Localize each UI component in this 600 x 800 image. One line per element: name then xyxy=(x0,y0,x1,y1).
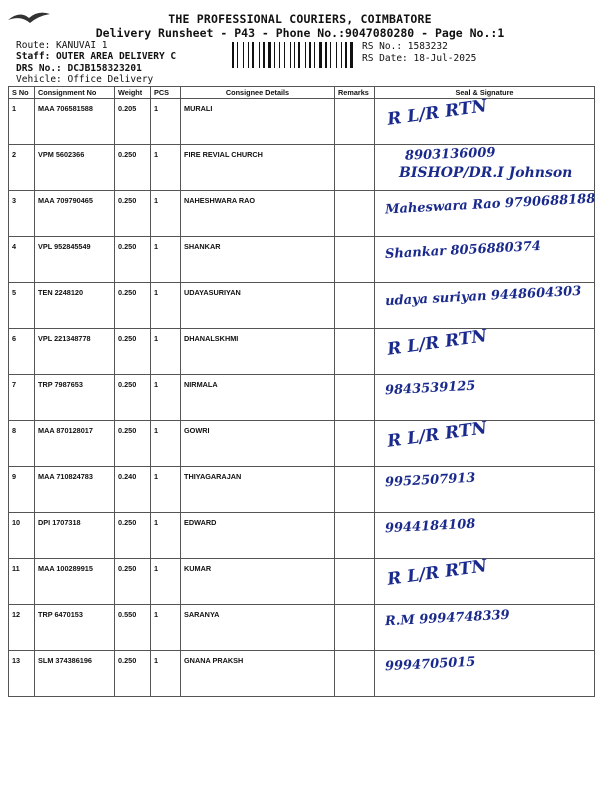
handwritten-signature: udaya suriyan 9448604303 xyxy=(384,283,582,310)
row-consignment: VPL 952845549 xyxy=(35,237,115,283)
row-remarks xyxy=(335,145,375,191)
row-signature xyxy=(375,191,595,237)
row-pcs: 1 xyxy=(151,191,181,237)
barcode-bar xyxy=(243,42,244,68)
vehicle-label: Vehicle: Office Delivery xyxy=(16,74,154,85)
rs-date: RS Date: 18-Jul-2025 xyxy=(362,53,477,64)
row-weight: 0.205 xyxy=(115,99,151,145)
drs-number: DRS No.: DCJB158323201 xyxy=(16,63,142,74)
barcode xyxy=(232,42,356,68)
row-remarks xyxy=(335,375,375,421)
row-sno: 3 xyxy=(9,191,35,237)
row-consignee: DHANALSKHMI xyxy=(181,329,335,375)
row-weight: 0.250 xyxy=(115,145,151,191)
col-sno: S No xyxy=(9,87,35,99)
row-weight: 0.550 xyxy=(115,605,151,651)
row-sno: 6 xyxy=(9,329,35,375)
barcode-bar xyxy=(245,42,247,68)
row-pcs: 1 xyxy=(151,145,181,191)
barcode-bar xyxy=(279,42,280,68)
row-sno: 11 xyxy=(9,559,35,605)
barcode-bar xyxy=(328,42,329,68)
barcode-bar xyxy=(316,42,318,68)
row-remarks xyxy=(335,329,375,375)
row-pcs: 1 xyxy=(151,513,181,559)
barcode-bar xyxy=(284,42,285,68)
col-pcs: PCS xyxy=(151,87,181,99)
barcode-bar xyxy=(298,42,300,68)
barcode-bar xyxy=(239,42,242,68)
row-signature xyxy=(375,283,595,329)
handwritten-signature: R L/R RTN xyxy=(386,418,489,452)
row-weight: 0.250 xyxy=(115,283,151,329)
row-signature xyxy=(375,418,595,467)
barcode-bar xyxy=(296,42,297,68)
row-pcs: 1 xyxy=(151,467,181,513)
barcode-bar xyxy=(341,42,342,68)
row-pcs: 1 xyxy=(151,375,181,421)
col-remarks: Remarks xyxy=(335,87,375,99)
handwritten-signature: BISHOP/DR.I Johnson xyxy=(399,165,573,181)
table-header xyxy=(9,87,595,99)
col-weight: Weight xyxy=(115,87,151,99)
table-row xyxy=(9,283,595,329)
barcode-bar xyxy=(261,42,262,68)
barcode-bar xyxy=(248,42,249,68)
table-row xyxy=(9,651,595,697)
table-row xyxy=(9,191,595,237)
barcode-bar xyxy=(325,42,327,68)
barcode-bar xyxy=(266,42,267,68)
row-sno: 9 xyxy=(9,467,35,513)
barcode-bar xyxy=(336,42,337,68)
table-row xyxy=(9,375,595,421)
table-row xyxy=(9,99,595,145)
barcode-bar xyxy=(345,42,347,68)
barcode-bar xyxy=(272,42,273,68)
row-consignee: NIRMALA xyxy=(181,375,335,421)
barcode-bar xyxy=(305,42,306,68)
row-sno: 13 xyxy=(9,651,35,697)
row-consignment: MAA 706581588 xyxy=(35,99,115,145)
row-weight: 0.250 xyxy=(115,329,151,375)
row-consignment: DPI 1707318 xyxy=(35,513,115,559)
row-consignment: MAA 870128017 xyxy=(35,421,115,467)
barcode-bar xyxy=(252,42,254,68)
row-consignee: MURALI xyxy=(181,99,335,145)
row-pcs: 1 xyxy=(151,559,181,605)
barcode-bar xyxy=(232,42,234,68)
row-pcs: 1 xyxy=(151,99,181,145)
row-remarks xyxy=(335,651,375,697)
row-consignee: SHANKAR xyxy=(181,237,335,283)
rs-number: RS No.: 1583232 xyxy=(362,41,448,52)
row-consignee: KUMAR xyxy=(181,559,335,605)
row-signature xyxy=(375,605,595,651)
row-weight: 0.250 xyxy=(115,421,151,467)
barcode-bar xyxy=(319,42,322,68)
row-consignment: MAA 710824783 xyxy=(35,467,115,513)
row-remarks xyxy=(335,99,375,145)
row-consignment: TRP 7987653 xyxy=(35,375,115,421)
table-row xyxy=(9,467,595,513)
handwritten-signature: Shankar 8056880374 xyxy=(384,238,542,263)
row-sno: 10 xyxy=(9,513,35,559)
barcode-bar xyxy=(290,42,292,68)
row-sno: 1 xyxy=(9,99,35,145)
row-consignment: VPL 221348778 xyxy=(35,329,115,375)
barcode-bar xyxy=(343,42,344,68)
handwritten-signature: Maheswara Rao 9790688188 xyxy=(384,191,596,218)
row-sno: 5 xyxy=(9,283,35,329)
table-row xyxy=(9,605,595,651)
barcode-bar xyxy=(348,42,349,68)
table-row xyxy=(9,329,595,375)
barcode-bar xyxy=(259,42,260,68)
barcode-bar xyxy=(286,42,289,68)
row-weight: 0.250 xyxy=(115,191,151,237)
row-signature xyxy=(375,145,595,191)
handwritten-signature: 8903136009 xyxy=(404,145,496,164)
table-row xyxy=(9,513,595,559)
col-consignment: Consignment No xyxy=(35,87,115,99)
row-remarks xyxy=(335,605,375,651)
handwritten-signature: R.M 9994748339 xyxy=(384,607,511,630)
row-pcs: 1 xyxy=(151,605,181,651)
row-consignment: TEN 2248120 xyxy=(35,283,115,329)
row-consignee: SARANYA xyxy=(181,605,335,651)
row-consignee: GOWRI xyxy=(181,421,335,467)
row-consignee: NAHESHWARA RAO xyxy=(181,191,335,237)
row-signature xyxy=(375,651,595,697)
row-consignment: SLM 374386196 xyxy=(35,651,115,697)
row-consignee: EDWARD xyxy=(181,513,335,559)
row-weight: 0.250 xyxy=(115,651,151,697)
company-title: THE PROFESSIONAL COURIERS, COIMBATORE xyxy=(168,12,432,26)
row-signature xyxy=(375,375,595,421)
row-remarks xyxy=(335,559,375,605)
handwritten-signature: 9952507913 xyxy=(384,470,476,491)
row-sno: 8 xyxy=(9,421,35,467)
row-signature xyxy=(375,96,595,145)
barcode-bar xyxy=(314,42,315,68)
table-row xyxy=(9,559,595,605)
row-remarks xyxy=(335,237,375,283)
row-pcs: 1 xyxy=(151,421,181,467)
barcode-bar xyxy=(312,42,313,68)
row-weight: 0.250 xyxy=(115,375,151,421)
col-signature: Seal & Signature xyxy=(375,87,595,99)
col-consignee: Consignee Details xyxy=(181,87,335,99)
barcode-bar xyxy=(330,42,331,68)
row-signature xyxy=(375,556,595,605)
handwritten-signature: 9843539125 xyxy=(384,378,476,399)
barcode-bar xyxy=(274,42,275,68)
barcode-bar xyxy=(263,42,265,68)
barcode-bar xyxy=(309,42,311,68)
row-weight: 0.250 xyxy=(115,513,151,559)
row-consignment: MAA 709790465 xyxy=(35,191,115,237)
handwritten-signature: 9994705015 xyxy=(384,654,476,675)
barcode-bar xyxy=(281,42,283,68)
row-pcs: 1 xyxy=(151,237,181,283)
row-signature xyxy=(375,513,595,559)
row-signature xyxy=(375,467,595,513)
row-remarks xyxy=(335,191,375,237)
staff-label: Staff: OUTER AREA DELIVERY C xyxy=(16,51,177,62)
handwritten-signature: R L/R RTN xyxy=(386,326,489,360)
barcode-bar xyxy=(292,42,293,68)
row-consignee: UDAYASURIYAN xyxy=(181,283,335,329)
table-row xyxy=(9,237,595,283)
barcode-bar xyxy=(276,42,278,68)
row-sno: 7 xyxy=(9,375,35,421)
row-sno: 4 xyxy=(9,237,35,283)
barcode-bar xyxy=(338,42,340,68)
barcode-bar xyxy=(268,42,271,68)
row-remarks xyxy=(335,467,375,513)
row-pcs: 1 xyxy=(151,651,181,697)
row-weight: 0.250 xyxy=(115,237,151,283)
row-consignment: VPM 5602366 xyxy=(35,145,115,191)
row-consignment: TRP 6470153 xyxy=(35,605,115,651)
barcode-bar xyxy=(350,42,353,68)
row-consignee: FIRE REVIAL CHURCH xyxy=(181,145,335,191)
barcode-bar xyxy=(250,42,251,68)
barcode-bar xyxy=(294,42,295,68)
row-consignment: MAA 100289915 xyxy=(35,559,115,605)
row-weight: 0.250 xyxy=(115,559,151,605)
barcode-bar xyxy=(301,42,304,68)
handwritten-signature: R L/R RTN xyxy=(386,96,489,130)
barcode-bar xyxy=(235,42,236,68)
table-row xyxy=(9,421,595,467)
barcode-bar xyxy=(332,42,335,68)
row-consignee: GNANA PRAKSH xyxy=(181,651,335,697)
row-signature xyxy=(375,237,595,283)
barcode-bar xyxy=(307,42,308,68)
row-remarks xyxy=(335,513,375,559)
runsheet-title: Delivery Runsheet - P43 - Phone No.:9047080280 - Page No.:1 xyxy=(95,26,505,40)
row-remarks xyxy=(335,283,375,329)
row-signature xyxy=(375,326,595,375)
handwritten-signature: R L/R RTN xyxy=(386,556,489,590)
row-weight: 0.240 xyxy=(115,467,151,513)
row-pcs: 1 xyxy=(151,329,181,375)
row-pcs: 1 xyxy=(151,283,181,329)
row-sno: 2 xyxy=(9,145,35,191)
barcode-bar xyxy=(354,42,355,68)
barcode-bar xyxy=(237,42,238,68)
route-label: Route: KANUVAI 1 xyxy=(16,40,108,51)
runsheet-table xyxy=(8,86,595,697)
table-row xyxy=(9,145,595,191)
row-sno: 12 xyxy=(9,605,35,651)
row-consignee: THIYAGARAJAN xyxy=(181,467,335,513)
row-remarks xyxy=(335,421,375,467)
handwritten-signature: 9944184108 xyxy=(384,516,476,537)
barcode-bar xyxy=(255,42,258,68)
barcode-bar xyxy=(323,42,324,68)
